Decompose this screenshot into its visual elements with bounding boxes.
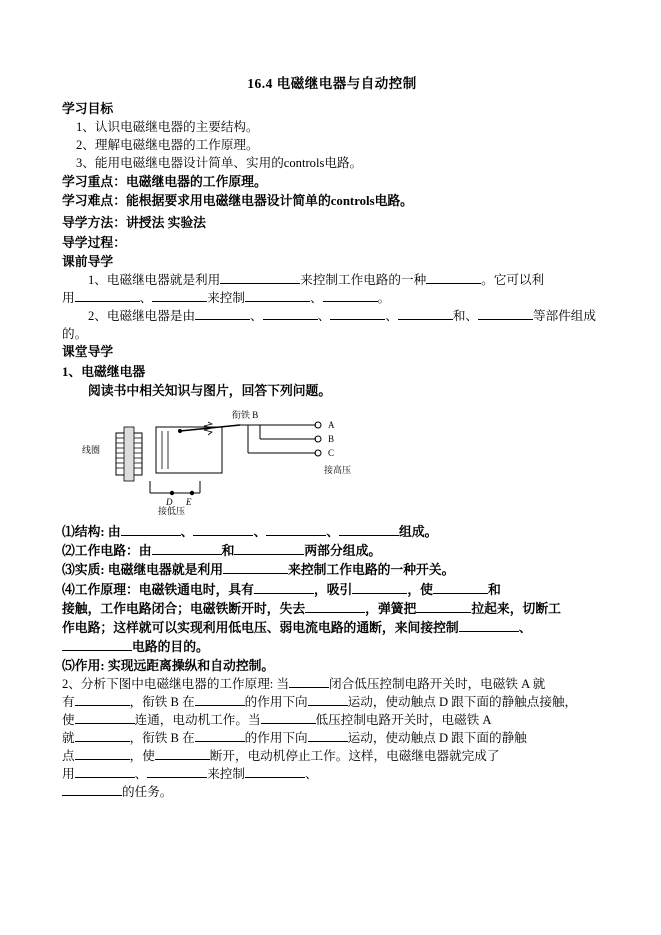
question-work-circuit xyxy=(62,542,602,561)
item2-l3-b: 连通，电动机工作。当 xyxy=(134,713,261,728)
q4-l1-b: ，吸引 xyxy=(313,582,353,597)
key-point-line: 学习重点：电磁继电器的工作原理。 xyxy=(62,174,267,189)
fill-blank xyxy=(155,759,210,760)
item2-l4-a: 就 xyxy=(62,731,75,746)
item2-l1-b: 闭合低压控制电路开关时，电磁铁 A 就 xyxy=(329,677,546,692)
item1-subheading: 阅读书中相关知识与图片，回答下列问题。 xyxy=(88,383,332,398)
q1-text-e: 组成。 xyxy=(399,524,438,539)
item2-l2-c: 的作用下向 xyxy=(244,695,308,710)
question-function: ⑸作用: 实现远距离操纵和自动控制。 xyxy=(62,659,275,674)
item1-heading: 1、电磁继电器 xyxy=(62,364,146,379)
item2-line6 xyxy=(62,766,602,784)
figure-label-c: C xyxy=(328,447,335,458)
item2-line2 xyxy=(62,694,602,712)
method-line: 导学方法：讲授法 实验法 xyxy=(62,216,206,231)
q3-text-b: 来控制工作电路的一种开关。 xyxy=(288,563,455,578)
figure-label-e: E xyxy=(186,496,192,507)
item2-l4-d: 运动，使动触点 D 跟下面的静触 xyxy=(347,731,527,746)
item2-l6-a: 用 xyxy=(62,766,75,781)
q2-text-b: 和 xyxy=(221,544,235,559)
q4-l3-a: 作电路；这样就可以实现利用低电压、弱电流电路的通断，来间接控制 xyxy=(62,620,459,635)
item2-l6-c: 来控制 xyxy=(207,766,245,781)
item2-l6-b: 、 xyxy=(134,766,148,781)
fill-blank xyxy=(152,301,207,302)
q4-l1-c: ，使 xyxy=(407,582,433,597)
figure-label-armature: 衔铁 B xyxy=(232,409,259,420)
pre-q1-text-b: 来控制工作电路的一种 xyxy=(300,272,427,287)
q2-text-c: 两部分组成。 xyxy=(304,544,382,559)
fill-blank xyxy=(121,535,181,536)
objectives-heading: 学习目标 xyxy=(62,102,114,117)
item2-l2-a: 有 xyxy=(62,695,75,710)
relay-diagram-svg xyxy=(80,407,440,515)
pre-q1-text-e: 、 xyxy=(139,290,153,305)
q4-l2-b: ，弹簧把 xyxy=(365,601,417,616)
item2-l2-b: ，衔铁 B 在 xyxy=(129,695,195,710)
item2-l4-b: ，衔铁 B 在 xyxy=(129,731,195,746)
fill-blank xyxy=(223,573,288,574)
pre-class-question-1 xyxy=(62,272,602,290)
fill-blank xyxy=(261,723,316,724)
difficulty-line: 学习难点：能根据要求用电磁继电器设计简单的controls电路。 xyxy=(62,194,413,209)
figure-label-coil: 线圈 xyxy=(82,444,101,455)
fill-blank xyxy=(147,777,207,778)
pre-q2-text-a: 2、电磁继电器是由 xyxy=(88,308,196,323)
pre-class-question-2-cont: 的。 xyxy=(62,326,88,341)
pre-q2-text-c: 、 xyxy=(317,308,331,323)
fill-blank xyxy=(195,705,245,706)
fill-blank xyxy=(352,593,407,594)
question-principle-line4 xyxy=(62,638,602,657)
pre-class-question-2 xyxy=(62,308,602,326)
question-essence xyxy=(62,561,602,580)
fill-blank xyxy=(62,650,132,651)
item2-l5-b: ，使 xyxy=(129,748,155,763)
fill-blank xyxy=(195,741,245,742)
pre-q1-text-d: 用 xyxy=(62,290,75,305)
fill-blank xyxy=(459,631,519,632)
q4-l2-c: 拉起来，切断工 xyxy=(471,601,561,616)
q4-l2-a: 接触，工作电路闭合；电磁铁断开时，失去 xyxy=(62,601,306,616)
objective-item: 3、能用电磁继电器设计简单、实用的controls电路。 xyxy=(76,156,363,171)
item2-l4-c: 的作用下向 xyxy=(244,731,308,746)
fill-blank xyxy=(75,705,130,706)
q3-text-a: ⑶实质: 电磁继电器就是利用 xyxy=(62,563,224,578)
fill-blank xyxy=(245,301,310,302)
q4-l1-d: 和 xyxy=(487,582,501,597)
q4-l3-b: 、 xyxy=(518,620,532,635)
pre-q1-text-g: 、 xyxy=(309,290,323,305)
fill-blank xyxy=(416,612,471,613)
item2-line5 xyxy=(62,748,602,766)
q1-text-c: 、 xyxy=(253,524,267,539)
fill-blank xyxy=(305,612,365,613)
relay-circuit-figure xyxy=(62,407,602,515)
fill-blank xyxy=(254,593,314,594)
document-body xyxy=(62,74,602,802)
q1-text-b: 、 xyxy=(180,524,194,539)
pre-q2-text-f: 等部件组成 xyxy=(533,308,596,323)
fill-blank xyxy=(193,535,253,536)
fill-blank xyxy=(478,319,533,320)
objective-item: 2、理解电磁继电器的工作原理。 xyxy=(76,138,259,153)
pre-q2-text-e: 和、 xyxy=(452,308,479,323)
fill-blank xyxy=(308,741,348,742)
pre-class-heading: 课前导学 xyxy=(62,254,114,269)
fill-blank xyxy=(62,795,122,796)
question-structure xyxy=(62,523,602,542)
item2-l5-c: 断开，电动机停止工作。这样，电磁继电器就完成了 xyxy=(209,748,500,763)
process-heading: 导学过程： xyxy=(62,235,126,250)
item2-line1 xyxy=(62,676,602,694)
fill-blank xyxy=(75,723,135,724)
figure-label-a: A xyxy=(328,419,335,430)
item2-l7-a: 的任务。 xyxy=(122,784,173,799)
fill-blank xyxy=(308,705,348,706)
fill-blank xyxy=(75,301,140,302)
fill-blank xyxy=(152,554,222,555)
question-principle-line2 xyxy=(62,600,602,619)
fill-blank xyxy=(289,687,329,688)
objective-item: 1、认识电磁继电器的主要结构。 xyxy=(76,120,259,135)
item2-l5-a: 点 xyxy=(62,748,75,763)
fill-blank xyxy=(263,319,318,320)
fill-blank xyxy=(75,759,130,760)
page-title: 16.4 电磁继电器与自动控制 xyxy=(247,76,417,91)
item2-line3 xyxy=(62,712,602,730)
fill-blank xyxy=(234,554,304,555)
figure-label-low-voltage: 接低压 xyxy=(158,505,186,515)
figure-label-b: B xyxy=(328,433,335,444)
item2-l1-a: 2、分析下图中电磁继电器的工作原理: 当 xyxy=(62,677,290,692)
pre-q2-text-d: 、 xyxy=(385,308,398,323)
question-principle-line3 xyxy=(62,619,602,638)
q1-text-a: ⑴结构: 由 xyxy=(62,524,121,539)
fill-blank xyxy=(433,593,488,594)
fill-blank xyxy=(195,319,250,320)
fill-blank xyxy=(245,777,305,778)
item2-l3-c: 低压控制电路开关时，电磁铁 A xyxy=(315,713,492,728)
item2-line4 xyxy=(62,730,602,748)
figure-label-d: D xyxy=(166,496,173,507)
question-principle-line1 xyxy=(62,581,602,600)
fill-blank xyxy=(426,283,481,284)
item2-l2-d: 运动，使动触点 D 跟下面的静触点接触， xyxy=(347,695,578,710)
fill-blank xyxy=(75,741,130,742)
item2-l3-a: 使 xyxy=(62,713,75,728)
item2-l6-d: 、 xyxy=(304,766,318,781)
pre-class-question-1-cont xyxy=(62,290,602,308)
fill-blank xyxy=(330,319,385,320)
item2-line7 xyxy=(62,784,602,802)
pre-q2-text-b: 、 xyxy=(250,308,263,323)
pre-q1-text-c: 。它可以利 xyxy=(481,272,545,287)
q2-text-a: ⑵工作电路：由 xyxy=(62,544,152,559)
q1-text-d: 、 xyxy=(326,524,340,539)
q4-l1-a: ⑷工作原理：电磁铁通电时，具有 xyxy=(62,582,254,597)
figure-label-high-voltage: 接高压 xyxy=(324,464,352,475)
fill-blank xyxy=(75,777,135,778)
pre-q1-text-f: 来控制 xyxy=(207,290,245,305)
fill-blank xyxy=(323,301,378,302)
fill-blank xyxy=(339,535,399,536)
pre-q1-text-a: 1、电磁继电器就是利用 xyxy=(88,272,221,287)
fill-blank xyxy=(398,319,453,320)
q4-l4-a: 电路的目的。 xyxy=(132,640,209,655)
in-class-heading: 课堂导学 xyxy=(62,345,114,360)
fill-blank xyxy=(266,535,326,536)
pre-q1-text-h: 。 xyxy=(377,290,391,305)
fill-blank xyxy=(220,283,300,284)
